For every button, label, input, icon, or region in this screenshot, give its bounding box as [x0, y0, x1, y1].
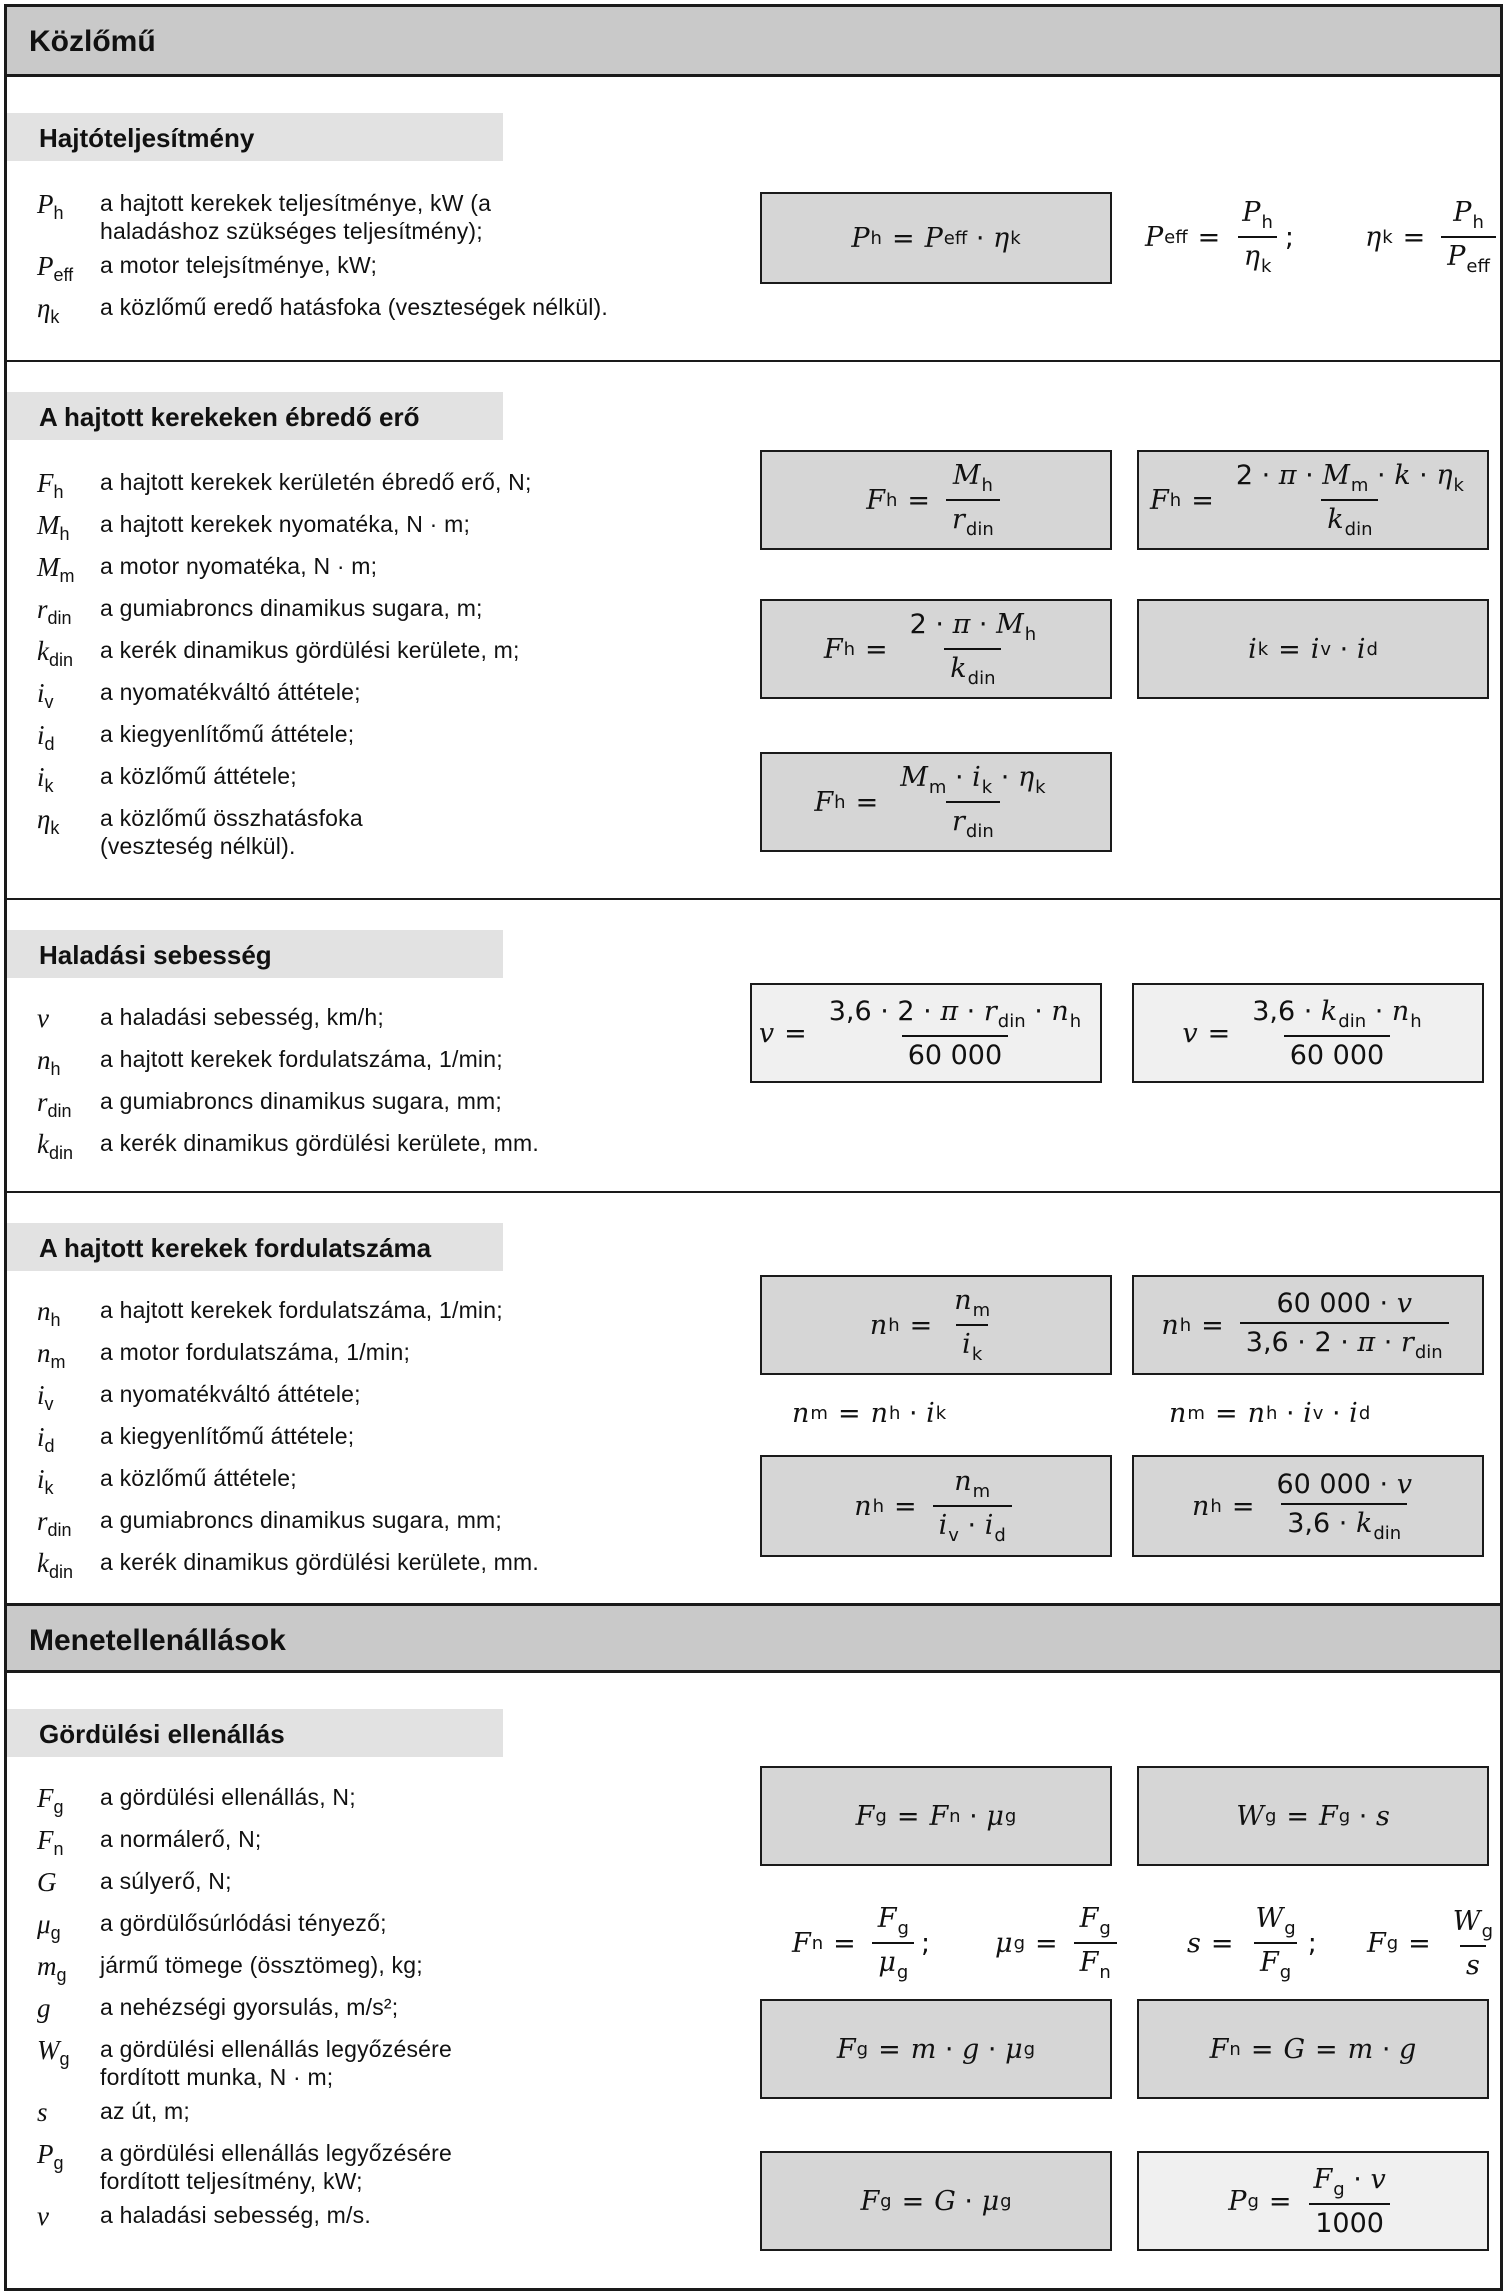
variable-item: $k_{din}$ a kerék dinamikus gördülési kerülete, m; [37, 636, 520, 670]
variable-list [7, 997, 727, 1165]
section-haladasi-sebesseg [7, 900, 1500, 1193]
variable-item: $M_h$ a hajtott kerekek nyomatéka, N · m; [37, 510, 471, 544]
chapter-title: Menetellenállások [29, 1624, 286, 1657]
formula-nm-ik: n m = n h · i k [792, 1397, 947, 1429]
formula-box-fg-mg: F g = m · g · μ g [760, 1999, 1112, 2099]
variable-item: $F_n$ a normálerő, N; [37, 1825, 262, 1859]
variable-item: $P_g$ a gördülési ellenállás legyőzésére fordított teljesítmény, kW; [37, 2139, 453, 2194]
formula-mug: μ g = $\frac{F_g}{F_n}$ [995, 1893, 1123, 1993]
formula-box-pg: P g = $\frac{F_g \cdot v}{1000}$ [1137, 2151, 1489, 2251]
variable-item: $k_{din}$ a kerék dinamikus gördülési kerülete, mm. [37, 1548, 539, 1582]
formula-peff: P eff = $\frac{P_h}{\eta_k}$ ; [1145, 197, 1294, 277]
formula-box-fh-kdin: F h = $\frac{2 \cdot \pi \cdot M_h}{k_{din}}$ [760, 599, 1112, 699]
section-title-bar [7, 113, 503, 161]
formula-box-nh-ik: n h = $\frac{n_m}{i_k}$ [760, 1275, 1112, 1375]
variable-item: $i_v$ a nyomatékváltó áttétele; [37, 1380, 361, 1414]
variable-item: $r_{din}$ a gumiabroncs dinamikus sugara, m; [37, 594, 483, 628]
variable-item: $i_v$ a nyomatékváltó áttétele; [37, 678, 361, 712]
variable-item: $r_{din}$ a gumiabroncs dinamikus sugara, mm; [37, 1087, 502, 1121]
variable-item: $\eta_k$ a közlőmű eredő hatásfoka (veszteségek nélkül). [37, 293, 608, 327]
section-gordulesi-ellenallas [7, 1673, 1500, 2288]
section-hajtoteljesitmeny [7, 77, 1500, 362]
variable-item: v a haladási sebesség, km/h; [37, 1003, 384, 1033]
chapter-header-menetellenallasok [7, 1603, 1500, 1673]
formula-sheet [4, 4, 1503, 2291]
variable-item: G a súlyerő, N; [37, 1867, 232, 1897]
formula-box-nh-kdin: n h = $\frac{60 000 \cdot v}{3,6 \cdot k_{din}}$ [1132, 1455, 1484, 1557]
formula-box-ph: P h = P eff · η k [760, 192, 1112, 284]
variable-item: $r_{din}$ a gumiabroncs dinamikus sugara, mm; [37, 1506, 502, 1540]
section-fordulatszam [7, 1193, 1500, 1603]
variable-list [7, 183, 727, 329]
formula-nm-iv-id: n m = n h · i v · i d [1169, 1397, 1371, 1429]
section-ebredo-ero [7, 362, 1500, 900]
section-title-bar [7, 1223, 503, 1271]
section-title: A hajtott kerekek fordulatszáma [39, 1233, 432, 1263]
formula-box-v-kdin: v = $\frac{3,6 \cdot k_{din} \cdot n_h}{60 000}$ [1132, 983, 1484, 1083]
section-title: Hajtóteljesítmény [39, 123, 255, 153]
variable-item: $i_k$ a közlőmű áttétele; [37, 1464, 297, 1498]
variable-item: $M_m$ a motor nyomatéka, N · m; [37, 552, 378, 586]
chapter-header-kozlomu [7, 7, 1500, 77]
formula-box-fg-fn: F g = F n · μ g [760, 1766, 1112, 1866]
formula-box-fh-mh: F h = $\frac{M_h}{r_{din}}$ [760, 450, 1112, 550]
variable-item: $i_k$ a közlőmű áttétele; [37, 762, 297, 796]
variable-item: g a nehézségi gyorsulás, m/s²; [37, 1993, 399, 2023]
variable-item: $k_{din}$ a kerék dinamikus gördülési kerülete, mm. [37, 1129, 539, 1163]
variable-item: $F_h$ a hajtott kerekek kerületén ébredő erő, N; [37, 468, 532, 502]
formula-fn: F n = $\frac{F_g}{\mu_g}$ ; [792, 1903, 931, 1983]
formula-fg-ws: F g = $\frac{W_g}{s}$ [1367, 1905, 1493, 1981]
variable-item: $n_m$ a motor fordulatszáma, 1/min; [37, 1338, 411, 1372]
formula-box-ik: i k = i v · i d [1137, 599, 1489, 699]
variable-list [7, 1777, 727, 2237]
section-title: A hajtott kerekeken ébredő erő [39, 402, 420, 432]
variable-list [7, 462, 727, 860]
chapter-title: Közlőmű [29, 25, 156, 58]
formula-box-wg: W g = F g · s [1137, 1766, 1489, 1866]
variable-item: $F_g$ a gördülési ellenállás, N; [37, 1783, 356, 1817]
formula-box-fn-g: F n = G = m · g [1137, 1999, 1489, 2099]
formula-box-fg-g: F g = G · μ g [760, 2151, 1112, 2251]
formula-box-nh-v: n h = $\frac{60 000 \cdot v}{3,6 \cdot 2 \cdot \pi \cdot r_{din}}$ [1132, 1275, 1484, 1375]
variable-item: $n_h$ a hajtott kerekek fordulatszáma, 1/min; [37, 1045, 503, 1079]
variable-item: $m_g$ jármű tömege (össztömeg), kg; [37, 1951, 423, 1985]
section-title-bar [7, 392, 503, 440]
variable-item: $P_h$ a hajtott kerekek teljesítménye, kW (a haladáshoz szükséges teljesítmény); [37, 189, 492, 244]
variable-item: $W_g$ a gördülési ellenállás legyőzésére fordított munka, N · m; [37, 2035, 453, 2090]
formula-box-v-rdin: v = $\frac{3,6 \cdot 2 \cdot \pi \cdot r_{din} \cdot n_h}{60 000}$ [750, 983, 1102, 1083]
variable-list [7, 1290, 727, 1584]
formula-s: s = $\frac{W_g}{F_g}$ ; [1187, 1903, 1317, 1983]
variable-item: $P_{eff}$ a motor telejsítménye, kW; [37, 251, 378, 285]
variable-item: $\eta_k$ a közlőmű összhatásfoka (veszteség nélkül). [37, 804, 363, 859]
section-title-bar [7, 930, 503, 978]
section-title: Gördülési ellenállás [39, 1719, 285, 1749]
variable-item: $i_d$ a kiegyenlítőmű áttétele; [37, 720, 355, 754]
variable-item: s az út, m; [37, 2097, 190, 2127]
variable-item: $\mu_g$ a gördülősúrlódási tényező; [37, 1909, 387, 1943]
section-title-bar [7, 1709, 503, 1757]
variable-item: $n_h$ a hajtott kerekek fordulatszáma, 1/min; [37, 1296, 503, 1330]
variable-item: v a haladási sebesség, m/s. [37, 2201, 371, 2231]
section-title: Haladási sebesség [39, 940, 272, 970]
formula-box-fh-ik: F h = $\frac{M_m \cdot i_k \cdot \eta_k}{r_{din}}$ [760, 752, 1112, 852]
formula-etak: η k = $\frac{P_h}{P_{eff}}$ [1365, 177, 1502, 297]
variable-item: $i_d$ a kiegyenlítőmű áttétele; [37, 1422, 355, 1456]
formula-box-nh-iv-id: n h = $\frac{n_m}{i_v \cdot i_d}$ [760, 1455, 1112, 1557]
formula-box-fh-mm: F h = $\frac{2 \cdot \pi \cdot M_m \cdot k \cdot \eta_k}{k_{din}}$ [1137, 450, 1489, 550]
